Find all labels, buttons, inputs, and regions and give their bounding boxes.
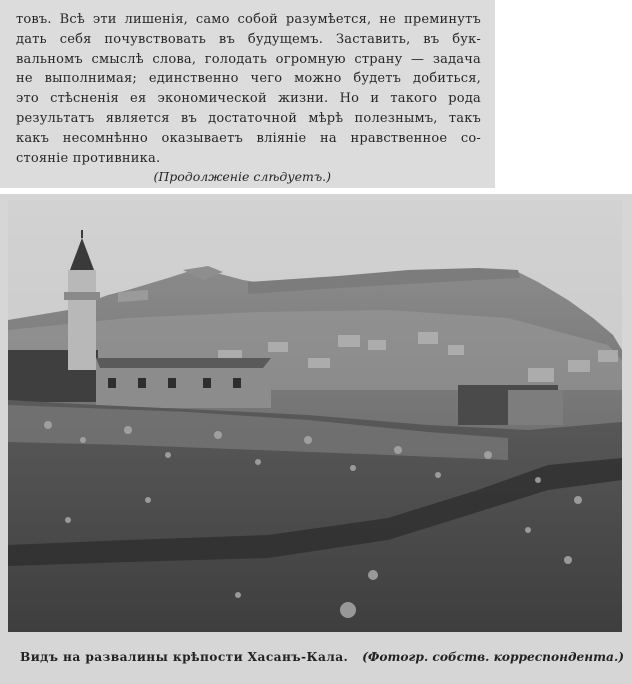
text-line: это стѣсненія ея экономической жизни. Но и такого рода [16, 91, 481, 107]
text-line: стояніе противника. [16, 150, 161, 166]
article-paragraph [16, 10, 481, 168]
fortress-photo [8, 200, 622, 632]
text-line: вальномъ смыслѣ слова, голодать огромную страну — задача [16, 51, 481, 67]
photo-caption [20, 650, 624, 664]
text-line: товъ. Всѣ эти лишенія, само собой разумѣется, не преминутъ [16, 12, 481, 27]
text-line: какъ несомнѣнно оказываетъ вліяніе на нравственное со- [16, 130, 481, 146]
caption-credit: (Фотогр. собств. корреспондента.) [362, 650, 624, 664]
photo-figure [0, 194, 632, 684]
caption-title: Видъ на развалины крѣпости Хасанъ-Кала. [20, 650, 349, 664]
continued-note: (Продолженіе слѣдуетъ.) [153, 169, 331, 185]
text-line: не выполнимая; единственно чего можно будетъ добиться, [16, 71, 481, 87]
text-line: дать себя почувствовать въ будущемъ. Заставить, въ бук- [16, 31, 481, 47]
text-line: результатъ является въ достаточной мѣрѣ полезнымъ, такъ [16, 110, 481, 126]
article-text-block [0, 0, 495, 188]
fortress-photo-illustration [8, 200, 622, 632]
